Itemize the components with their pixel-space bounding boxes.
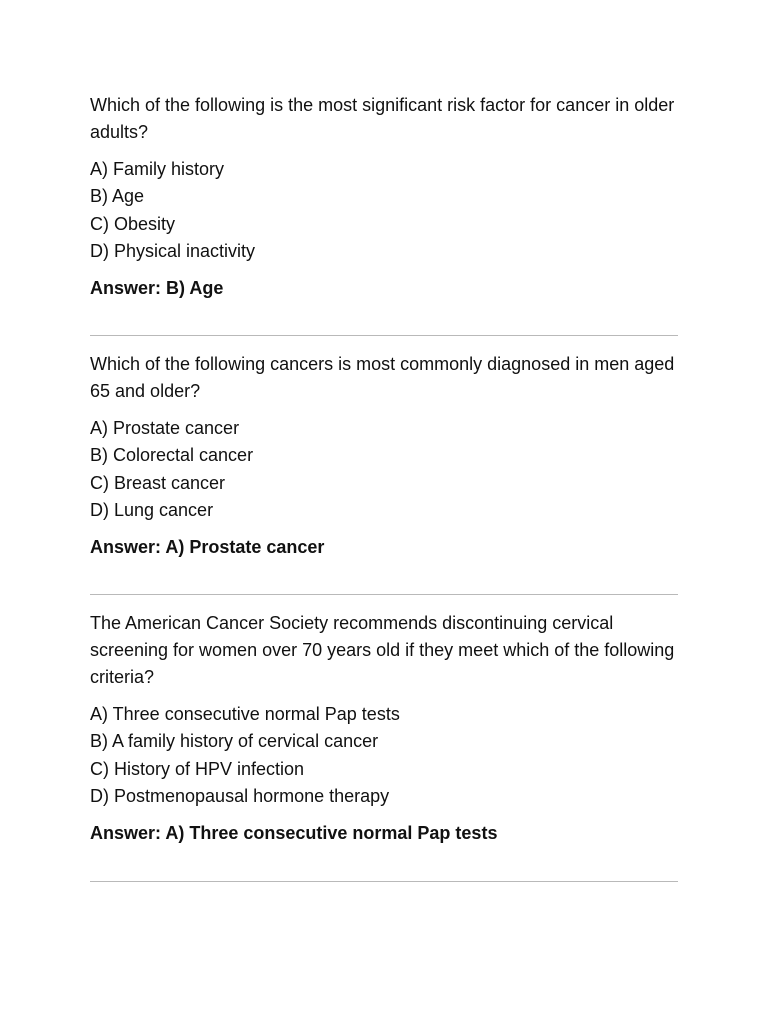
- option-item: D) Physical inactivity: [90, 240, 256, 261]
- answer-text: Answer: A) Three consecutive normal Pap tests: [90, 823, 498, 844]
- divider: [90, 881, 678, 882]
- question-text: Which of the following cancers is most commonly diagnosed in men aged 65 and older?: [90, 354, 675, 401]
- option-item: B) A family history of cervical cancer: [90, 731, 379, 752]
- question-block: [90, 92, 678, 302]
- option-item: C) Breast cancer: [90, 472, 226, 493]
- answer-text: Answer: A) Prostate cancer: [90, 537, 325, 558]
- options-list: [90, 415, 678, 524]
- option-item: D) Postmenopausal hormone therapy: [90, 785, 390, 806]
- option-item: B) Colorectal cancer: [90, 445, 254, 466]
- option-item: B) Age: [90, 186, 145, 207]
- question-text: Which of the following is the most significant risk factor for cancer in older adults?: [90, 95, 675, 142]
- option-item: C) History of HPV infection: [90, 758, 305, 779]
- divider: [90, 594, 678, 595]
- answer-text: Answer: B) Age: [90, 278, 224, 299]
- options-list: [90, 701, 678, 810]
- question-block: [90, 351, 678, 561]
- option-item: C) Obesity: [90, 213, 176, 234]
- divider: [90, 335, 678, 336]
- option-item: D) Lung cancer: [90, 499, 214, 520]
- option-item: A) Three consecutive normal Pap tests: [90, 704, 400, 724]
- question-text: The American Cancer Society recommends discontinuing cervical screening for women over 70 years old if they meet which of the following criteria?: [90, 613, 675, 687]
- option-item: A) Family history: [90, 159, 225, 179]
- question-block: [90, 610, 678, 847]
- options-list: [90, 156, 678, 265]
- option-item: A) Prostate cancer: [90, 418, 240, 438]
